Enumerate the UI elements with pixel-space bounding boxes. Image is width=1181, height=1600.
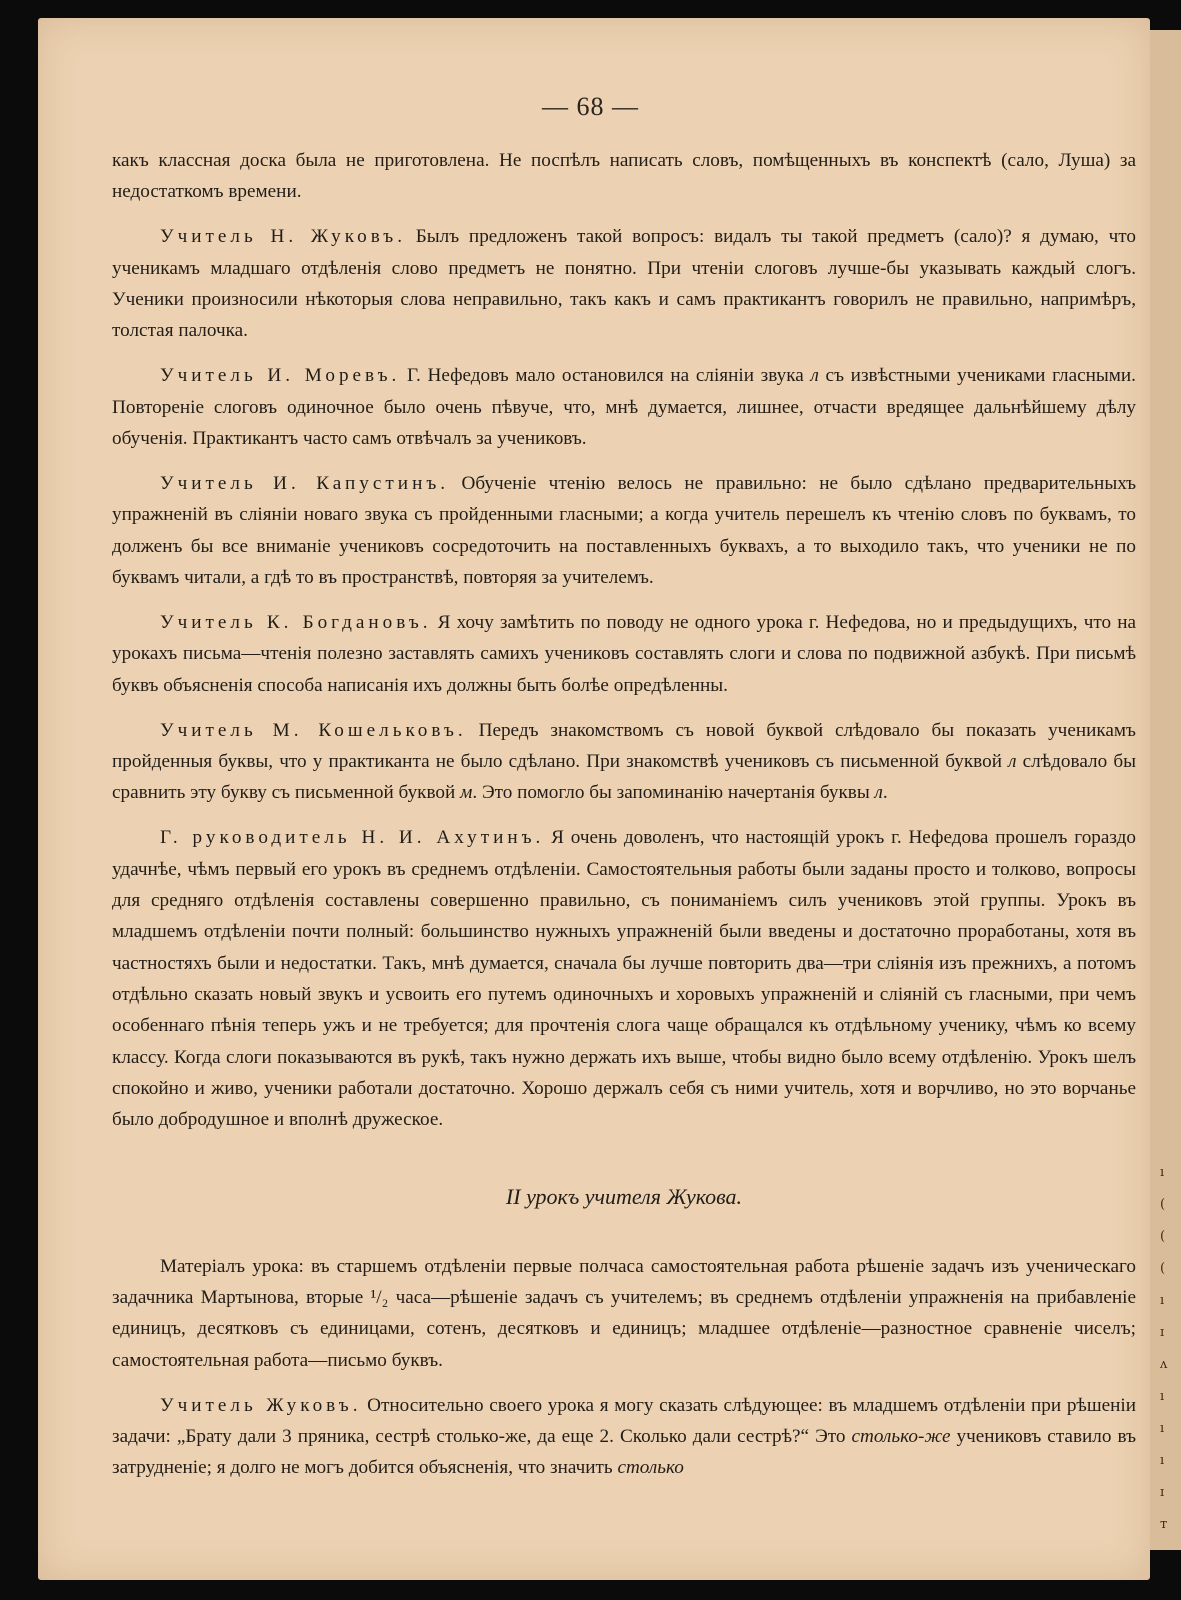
speaker-name: Г. руководитель Н. И. Ахутинъ. (160, 827, 545, 849)
paragraph-text: Я очень доволенъ, что настоящій урокъ г. Нефедова прошелъ гораздо удачнѣе, чѣмъ первый его урокъ въ среднемъ отдѣленіи. Самостоятельныя работы были заданы просто и толково, вопросы для средняго отдѣленія составлены совершенно правильно, съ пониманіемъ силъ учениковъ этой группы. Урокъ въ младшемъ отдѣленіи почти полный: большинство нужныхъ упражненій были введены и достаточно проработаны, хотя въ частностяхъ были и недостатки. Такъ, мнѣ думается, сначала бы лучше повторить два—три сліянія изъ прежнихъ, а потомъ отдѣльно сказать новый звукъ и усвоить его путемъ одиночныхъ и хоровыхъ упражненій и сліяній съ гласными, при чемъ особеннаго пѣнія теперь ужъ и не требуется; для прочтенія слога чаще обращался къ отдѣльному ученику, чѣмъ ко всему классу. Когда слоги показываются въ рукѣ, такъ нужно держать ихъ выше, чтобы видно было всему отдѣленію. Урокъ шелъ спокойно и живо, ученики работали достаточно. Хорошо держалъ себя съ ними учитель, хотя и ворчливо, но это ворчанье было добродушное и вполнѣ дружеское. (112, 827, 1136, 1131)
margin-glyph: ɪ (1160, 1485, 1165, 1500)
italic-letter: л (1008, 751, 1017, 773)
paragraph-text: Матеріалъ урока: въ старшемъ отдѣленіи первые полчаса самостоятельная работа рѣшеніе задачъ изъ ученическаго задачника Мартынова, вторые (112, 1255, 1136, 1308)
speaker-name: Учитель К. Богдановъ. (160, 612, 432, 634)
paragraph-lesson-material (112, 1251, 1136, 1376)
margin-glyph: ( (1160, 1261, 1166, 1276)
margin-glyph: ı (1160, 1389, 1165, 1404)
fraction: ¹/₂ (370, 1286, 389, 1308)
speaker-name: Учитель М. Кошельковъ. (160, 719, 467, 741)
paragraph-text: Обученіе чтенію велось не правильно: не было сдѣлано предварительныхъ упражненій въ сліяніи новаго звука съ пройденными гласными; а когда учитель перешелъ къ чтенію словъ по буквамъ, то долженъ бы все вниманіе учениковъ сосредоточить на поставленныхъ буквахъ, а то выходило такъ, что ученики не по буквамъ читали, а гдѣ то въ пространствѣ, повторяя за учителемъ. (112, 473, 1136, 588)
paragraph-text: учениковъ ставило въ затрудненіе; я долго не могъ добится объясненія, что значить (112, 1425, 1136, 1479)
paragraph-text: Передъ знакомствомъ съ новой буквой слѣдовало бы показать ученикамъ пройденныя буквы, что у практиканта не было сдѣлано. При знакомствѣ учениковъ съ письменной буквой (112, 719, 1136, 773)
speaker-name: Учитель И. Капустинъ. (160, 473, 450, 495)
paragraph-text: Относительно своего урока я могу сказать слѣдующее: въ младшемъ отдѣленіи при рѣшеніи задачи: „Брату дали 3 пряника, сестрѣ столько-же, да еще 2. Сколько дали сестрѣ?“ Это (112, 1394, 1136, 1447)
paragraph-text: съ извѣстными учениками гласными. Повтореніе слоговъ одиночное было очень пѣвуче, что, мнѣ думается, лишнее, отчасти вредящее дальнѣйшему дѣлу обученія. Практикантъ часто самъ отвѣчалъ за учениковъ. (112, 365, 1136, 449)
paragraph-zhukov-2 (112, 1390, 1136, 1484)
margin-glyph: ı (1160, 1421, 1165, 1436)
paragraph-text: Я хочу замѣтить по поводу не одного урока г. Нефедова, но и предыдущихъ, что на урокахъ письма—чтенія полезно заставлять самихъ учениковъ составлять слоги и слова по подвижной азбукѣ. При письмѣ буквъ объясненія способа написанія ихъ должны быть болѣе опредѣленны. (112, 612, 1136, 696)
paragraph-text: . (882, 782, 888, 804)
paragraph-kapustin (112, 468, 1136, 593)
margin-glyph: ı (1160, 1293, 1165, 1308)
paragraph-text: . Это помогло бы запоминанію начертанія буквы (472, 782, 875, 804)
adjacent-page-edge (1150, 30, 1181, 1550)
italic-phrase: столько-же (851, 1425, 951, 1447)
paragraph-1: какъ классная доска была не приготовлена. Не поспѣлъ написать словъ, помѣщенныхъ въ конспектѣ (сало, Луша) за недостаткомъ времени. (112, 150, 1136, 203)
paragraph-akhutin (112, 822, 1136, 1135)
italic-letter: м (460, 782, 473, 804)
paragraph-zhukov (112, 221, 1136, 346)
paragraph-text: слѣдовало бы сравнить эту букву съ письменной буквой (112, 751, 1136, 804)
speaker-name: Учитель Жуковъ. (160, 1394, 362, 1416)
paragraph-text: Г. Нефедовъ мало остановился на сліяніи звука (400, 365, 811, 387)
italic-letter: л (810, 365, 819, 387)
page-number: — 68 — (542, 92, 639, 121)
margin-glyph: ı (1160, 1453, 1165, 1468)
italic-letter: л (874, 782, 883, 804)
paragraph-text: часа—рѣшеніе задачъ съ учителемъ; въ среднемъ отдѣленіи упражненія на прибавленіе единицъ, десятковъ съ единицами, сотенъ, десятковъ и единицъ; младшее отдѣленіе—разностное сравненіе чиселъ; самостоятельная работа—письмо буквъ. (112, 1286, 1136, 1371)
italic-phrase: столько (617, 1457, 684, 1479)
page-body (112, 145, 1136, 1497)
margin-glyph: ı (1160, 1165, 1165, 1180)
paragraph-morev (112, 360, 1136, 454)
margin-glyph: т (1160, 1517, 1168, 1532)
section-heading: II урокъ учителя Жукова. (505, 1184, 743, 1210)
paragraph-koshelkov (112, 715, 1136, 809)
paragraph-text: Былъ предложенъ такой вопросъ: видалъ ты такой предметъ (сало)? я думаю, что ученикамъ младшаго отдѣленія слово предметъ не понятно. При чтеніи слоговъ лучше-бы указывать каждый слогъ. Ученики произносили нѣкоторыя слова неправильно, такъ какъ и самъ практикантъ говорилъ не правильно, напримѣръ, толстая палочка. (112, 226, 1136, 342)
margin-glyph: ( (1160, 1229, 1166, 1244)
paragraph-bogdanov (112, 607, 1136, 701)
speaker-name: Учитель И. Моревъ. (160, 365, 401, 387)
margin-glyph: ʌ (1160, 1357, 1168, 1372)
speaker-name: Учитель Н. Жуковъ. (160, 226, 406, 248)
margin-glyph: ( (1160, 1197, 1166, 1212)
margin-glyph: ɪ (1160, 1325, 1165, 1340)
